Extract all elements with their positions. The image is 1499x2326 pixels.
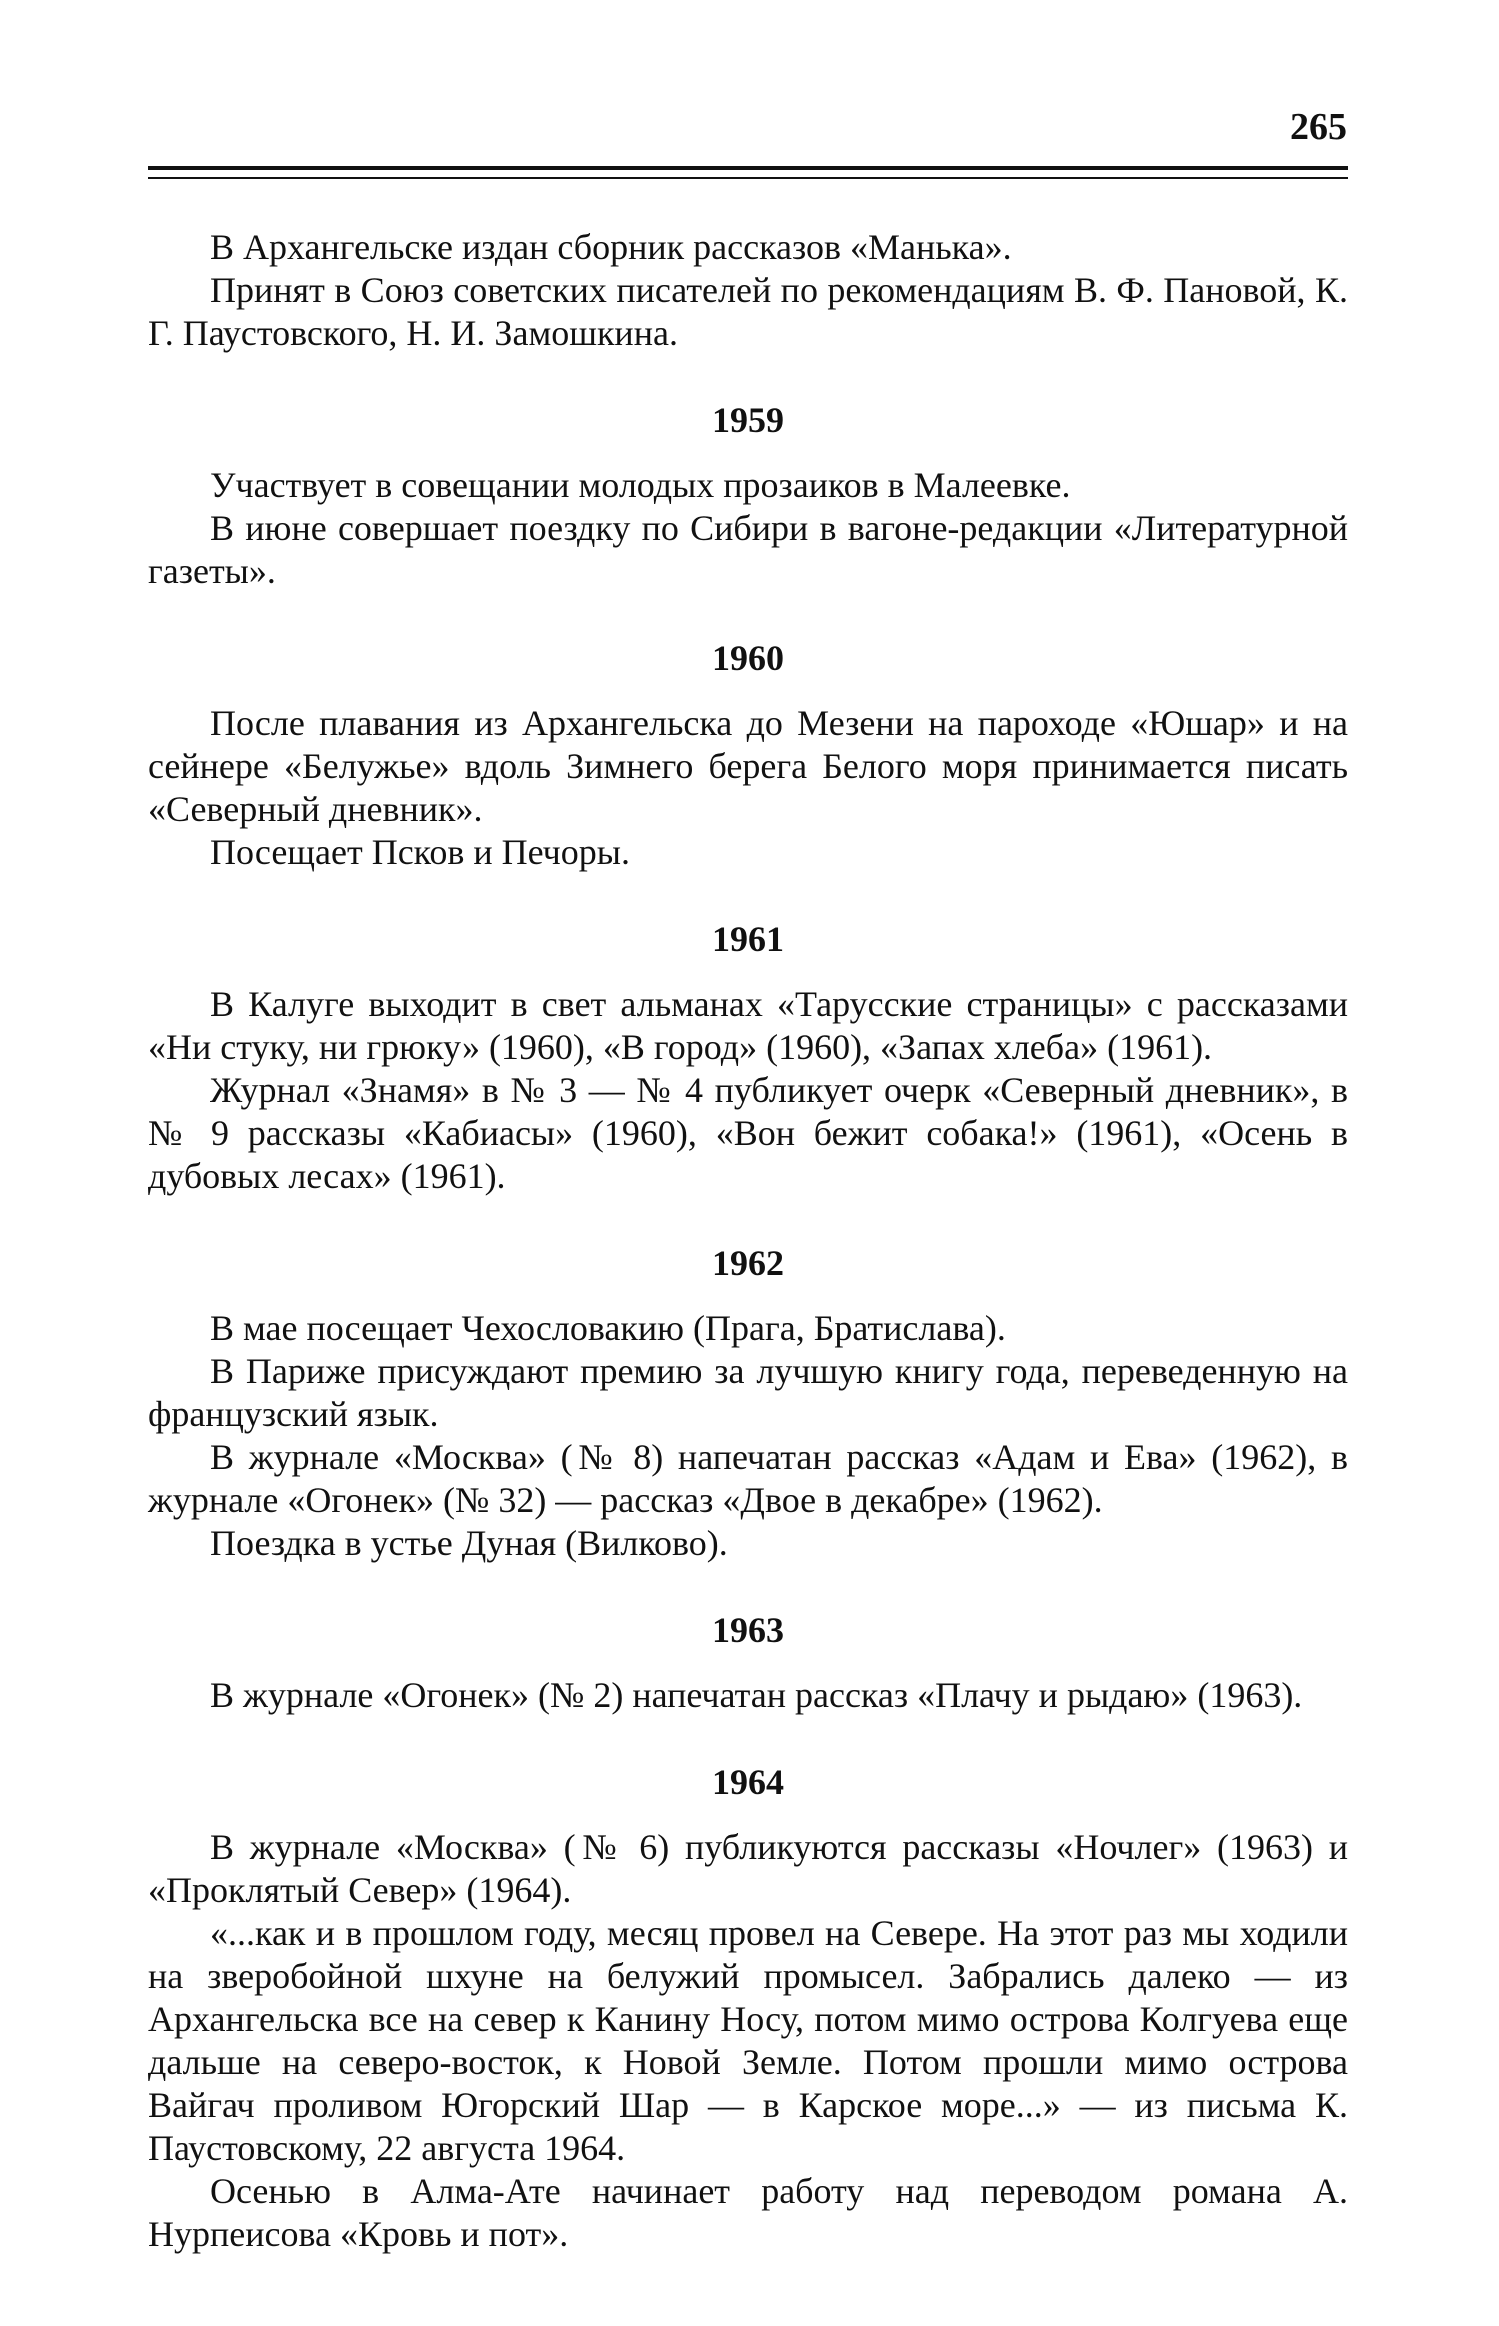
year-heading: 1961 <box>712 919 784 959</box>
paragraph: В мае посещает Чехословакию (Прага, Братислава). <box>210 1308 1006 1348</box>
paragraph: В журнале «Огонек» (№ 2) напечатан рассказ «Плачу и рыдаю» (1963). <box>210 1675 1303 1715</box>
year-section-1959 <box>148 399 1348 593</box>
page-number: 265 <box>1290 106 1347 148</box>
paragraph: В Калуге выходит в свет альманах «Тарусские страницы» с рассказами «Ни стуку, ни грюку» (1960), «В город» (1960), «Запах хлеба» (1961). <box>148 984 1348 1067</box>
paragraph: Журнал «Знамя» в № 3 — № 4 публикует очерк «Северный дневник», в № 9 рассказы «Кабиасы» (1960), «Вон бежит собака!» (1961), «Осень в дубовых лесах» (1961). <box>148 1070 1348 1196</box>
year-heading: 1960 <box>712 638 784 678</box>
paragraph: В журнале «Москва» (№ 8) напечатан рассказ «Адам и Ева» (1962), в журнале «Огонек» (№ 32) — рассказ «Двое в декабре» (1962). <box>148 1437 1348 1520</box>
page-body <box>148 226 1348 2256</box>
year-section-1960 <box>148 637 1348 874</box>
paragraph: Посещает Псков и Печоры. <box>210 832 630 872</box>
intro-paragraph: Принят в Союз советских писателей по рекомендациям В. Ф. Пановой, К. Г. Паустовского, Н. И. Замошкина. <box>148 270 1348 353</box>
paragraph: В июне совершает поездку по Сибири в вагоне-редакции «Литературной газеты». <box>148 508 1348 591</box>
paragraph: В Париже присуждают премию за лучшую книгу года, переведенную на французский язык. <box>148 1351 1348 1434</box>
paragraph: После плавания из Архангельска до Мезени на пароходе «Юшар» и на сейнере «Белужье» вдоль Зимнего берега Белого моря принимается писать «Северный дневник». <box>148 703 1348 829</box>
paragraph: Поездка в устье Дуная (Вилково). <box>210 1523 728 1563</box>
year-section-1962 <box>148 1242 1348 1565</box>
paragraph: В журнале «Москва» (№ 6) публикуются рассказы «Ночлег» (1963) и «Проклятый Север» (1964). <box>148 1827 1348 1910</box>
quote-paragraph: «...как и в прошлом году, месяц провел на Севере. На этот раз мы ходили на зверобойной шхуне на белужий промысел. Забрались далеко — из Архангельска все на север к Канину Носу, потом мимо острова Колгуева еще дальше на северо-восток, к Новой Земле. Потом прошли мимо острова Вайгач проливом Югорский Шар — в Карское море...» — из письма К. Паустовскому, 22 августа 1964. <box>148 1913 1348 2168</box>
year-section-1961 <box>148 918 1348 1198</box>
year-section-1963 <box>148 1609 1348 1717</box>
header-rule-thin <box>148 177 1348 179</box>
paragraph: Участвует в совещании молодых прозаиков в Малеевке. <box>210 465 1071 505</box>
header-rule-thick <box>148 166 1348 170</box>
year-heading: 1959 <box>712 400 784 440</box>
year-heading: 1964 <box>712 1762 784 1802</box>
paragraph: Осенью в Алма-Ате начинает работу над переводом романа А. Нурпеисова «Кровь и пот». <box>148 2171 1348 2254</box>
year-heading: 1962 <box>712 1243 784 1283</box>
intro-paragraph: В Архангельске издан сборник рассказов «Манька». <box>210 227 1012 267</box>
year-heading: 1963 <box>712 1610 784 1650</box>
year-section-1964 <box>148 1761 1348 2256</box>
